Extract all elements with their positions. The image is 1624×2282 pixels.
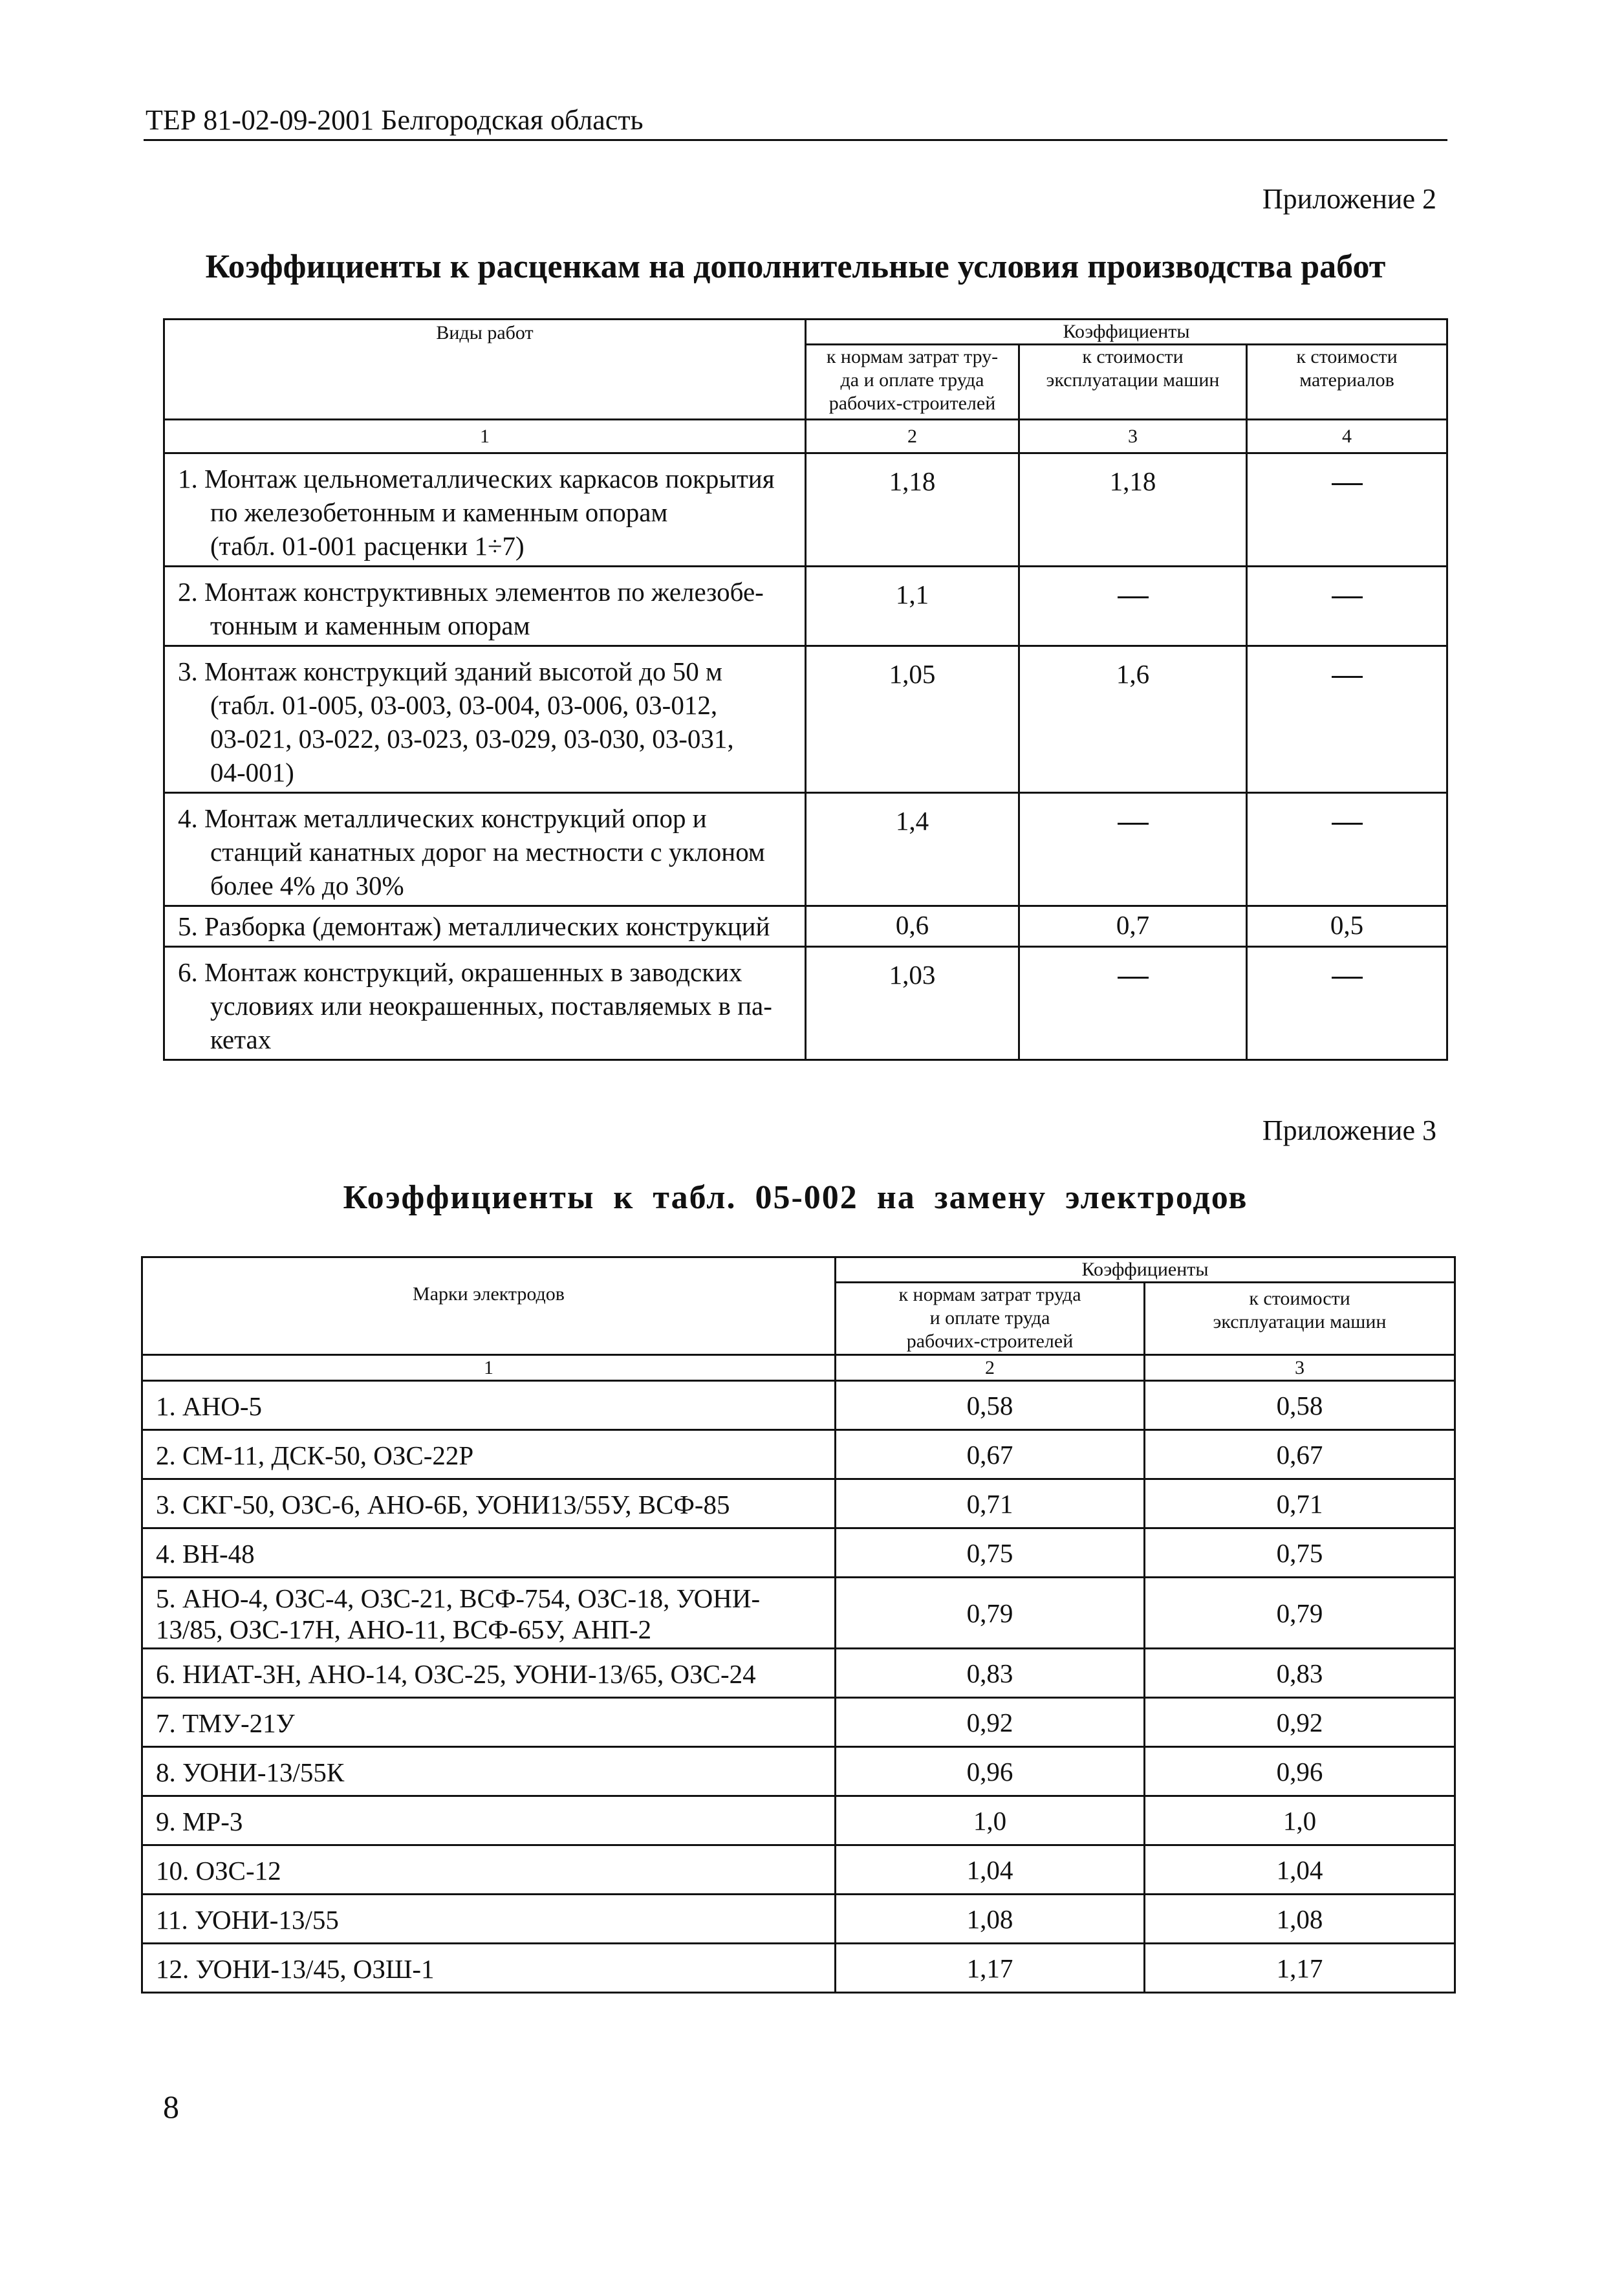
electrode-line: 12. УОНИ-13/45, ОЗШ-1 [156, 1953, 435, 1984]
work-type-cell [164, 906, 806, 947]
labor-coefficient-value: 0,92 [966, 1707, 1013, 1737]
table-row [164, 453, 1447, 567]
labor-coefficient-value: 0,67 [966, 1439, 1013, 1470]
table-row [142, 1747, 1455, 1796]
electrode-line: 1. АНО-5 [156, 1391, 262, 1421]
machines-coefficient [1145, 1430, 1455, 1479]
machines-coefficient-value: 1,08 [1276, 1904, 1323, 1934]
machines-coefficient [1145, 1944, 1455, 1993]
header-electrodes: Марки электродов [142, 1257, 836, 1355]
dash-mark [1118, 823, 1149, 825]
work-type-cell [164, 947, 806, 1060]
header-machines-line: к стоимости [1082, 346, 1184, 367]
labor-coefficient [836, 1895, 1145, 1944]
machines-coefficient-value: 1,0 [1283, 1805, 1317, 1836]
table-row [142, 1479, 1455, 1528]
materials-coefficient [1247, 793, 1447, 906]
electrode-line: 6. НИАТ-3Н, АНО-14, ОЗС-25, УОНИ-13/65, ОЗС-24 [156, 1658, 756, 1689]
column-number: 3 [1019, 420, 1247, 453]
labor-coefficient [806, 453, 1019, 567]
appendix-3-title: Коэффициенты к табл. 05-002 на замену электродов [343, 1179, 1248, 1216]
labor-coefficient-value: 1,4 [895, 806, 929, 836]
electrode-line: 2. СМ-11, ДСК-50, ОЗС-22Р [156, 1440, 474, 1470]
table-row [164, 567, 1447, 646]
table-row [142, 1845, 1455, 1895]
labor-coefficient [806, 646, 1019, 793]
electrode-line: 9. МР-3 [156, 1806, 243, 1836]
header-materials-line: к стоимости [1296, 346, 1398, 367]
header-labor [836, 1283, 1145, 1355]
table-row [164, 646, 1447, 793]
header-labor [806, 345, 1019, 420]
machines-coefficient [1019, 793, 1247, 906]
work-conditions-rows [164, 453, 1447, 1060]
electrode-line: 8. УОНИ-13/55К [156, 1757, 345, 1787]
dash-mark [1118, 977, 1149, 979]
appendix-2-label: Приложение 2 [1262, 183, 1436, 215]
machines-coefficient-value: 0,83 [1276, 1658, 1323, 1688]
labor-coefficient-value: 0,71 [966, 1488, 1013, 1519]
machines-coefficient [1019, 947, 1247, 1060]
work-type-line: (табл. 01-001 расценки 1÷7) [210, 531, 525, 561]
machines-coefficient [1145, 1698, 1455, 1747]
work-type-line: более 4% до 30% [210, 871, 404, 900]
table-row [164, 906, 1447, 947]
labor-coefficient-value: 1,03 [889, 960, 936, 990]
column-number: 2 [836, 1355, 1145, 1381]
machines-coefficient [1145, 1747, 1455, 1796]
header-coefficients: Коэффициенты [806, 320, 1447, 345]
column-number: 4 [1247, 420, 1447, 453]
electrode-line: 10. ОЗС-12 [156, 1855, 281, 1885]
labor-coefficient-value: 0,96 [966, 1756, 1013, 1787]
labor-coefficient [836, 1698, 1145, 1747]
labor-coefficient-value: 0,79 [966, 1598, 1013, 1628]
electrode-line: 11. УОНИ-13/55 [156, 1904, 339, 1935]
labor-coefficient-value: 1,08 [966, 1904, 1013, 1934]
labor-coefficient [836, 1381, 1145, 1430]
machines-coefficient-value: 0,67 [1276, 1439, 1323, 1470]
work-type-line: 2. Монтаж конструктивных элементов по железобе- [178, 577, 764, 607]
labor-coefficient [806, 947, 1019, 1060]
labor-coefficient-value: 1,18 [889, 466, 936, 496]
work-type-line: по железобетонным и каменным опорам [210, 497, 668, 527]
electrode-coefficients-table [141, 1256, 1456, 1994]
machines-coefficient [1145, 1649, 1455, 1698]
machines-coefficient [1019, 646, 1247, 793]
electrode-cell [142, 1430, 836, 1479]
machines-coefficient [1145, 1479, 1455, 1528]
work-type-line: тонным и каменным опорам [210, 611, 530, 640]
work-type-cell [164, 646, 806, 793]
header-materials [1247, 345, 1447, 420]
header-labor-line: да и оплате труда [840, 369, 984, 391]
electrode-line: 3. СКГ-50, ОЗС-6, АНО-6Б, УОНИ13/55У, ВСФ-85 [156, 1489, 730, 1519]
machines-coefficient-value: 0,75 [1276, 1538, 1323, 1568]
electrode-line: 4. ВН-48 [156, 1538, 255, 1569]
machines-coefficient [1145, 1796, 1455, 1845]
header-rule [144, 139, 1447, 141]
header-labor-line: рабочих-строителей [906, 1331, 1074, 1352]
electrode-line: 5. АНО-4, ОЗС-4, ОЗС-21, ВСФ-754, ОЗС-18, УОНИ- [156, 1583, 761, 1613]
labor-coefficient [836, 1845, 1145, 1895]
labor-coefficient-value: 1,17 [966, 1953, 1013, 1983]
electrode-cell [142, 1578, 836, 1649]
header-machines [1145, 1283, 1455, 1355]
materials-coefficient-value: 0,5 [1330, 910, 1364, 940]
work-type-line: 3. Монтаж конструкций зданий высотой до 50 м [178, 657, 722, 686]
work-type-line: кетах [210, 1025, 272, 1054]
materials-coefficient [1247, 906, 1447, 947]
header-machines-line: эксплуатации машин [1046, 369, 1220, 391]
machines-coefficient [1019, 906, 1247, 947]
labor-coefficient [836, 1649, 1145, 1698]
labor-coefficient [836, 1796, 1145, 1845]
labor-coefficient-value: 1,04 [966, 1854, 1013, 1885]
table-row [142, 1796, 1455, 1845]
electrode-cell [142, 1528, 836, 1578]
labor-coefficient [836, 1747, 1145, 1796]
labor-coefficient-value: 0,83 [966, 1658, 1013, 1688]
electrode-cell [142, 1747, 836, 1796]
machines-coefficient [1145, 1381, 1455, 1430]
header-work-types: Виды работ [164, 320, 806, 420]
column-number: 1 [164, 420, 806, 453]
labor-coefficient-value: 1,05 [889, 659, 936, 689]
table-row [142, 1944, 1455, 1993]
appendix-2-title: Коэффициенты к расценкам на дополнительные условия производства работ [205, 248, 1386, 285]
labor-coefficient [806, 567, 1019, 646]
machines-coefficient [1019, 567, 1247, 646]
running-header: ТЕР 81-02-09-2001 Белгородская область [146, 104, 644, 136]
header-machines [1019, 345, 1247, 420]
machines-coefficient-value: 1,04 [1276, 1854, 1323, 1885]
table-row [164, 793, 1447, 906]
machines-coefficient-value: 0,58 [1276, 1390, 1323, 1420]
header-machines-line: к стоимости [1249, 1288, 1350, 1309]
work-type-cell [164, 793, 806, 906]
electrode-cell [142, 1845, 836, 1895]
machines-coefficient [1145, 1845, 1455, 1895]
table-row [142, 1528, 1455, 1578]
machines-coefficient [1019, 453, 1247, 567]
machines-coefficient-value: 0,79 [1276, 1598, 1323, 1628]
table-row [142, 1895, 1455, 1944]
machines-coefficient-value: 1,18 [1109, 466, 1156, 496]
materials-coefficient [1247, 947, 1447, 1060]
work-type-line: 04-001) [210, 757, 294, 787]
header-labor-line: и оплате труда [929, 1307, 1050, 1329]
electrode-cell [142, 1479, 836, 1528]
page-number: 8 [163, 2089, 179, 2125]
work-type-line: 6. Монтаж конструкций, окрашенных в заводских [178, 957, 742, 987]
header-labor-line: к нормам затрат труда [898, 1284, 1081, 1305]
work-type-cell [164, 453, 806, 567]
machines-coefficient-value: 1,17 [1276, 1953, 1323, 1983]
work-type-line: станций канатных дорог на местности с уклоном [210, 837, 765, 867]
work-type-line: 4. Монтаж металлических конструкций опор и [178, 803, 707, 833]
work-type-cell [164, 567, 806, 646]
electrode-cell [142, 1698, 836, 1747]
machines-coefficient [1145, 1578, 1455, 1649]
machines-coefficient-value: 0,7 [1116, 910, 1150, 940]
header-coefficients: Коэффициенты [836, 1257, 1455, 1283]
dash-mark [1332, 596, 1363, 598]
machines-coefficient [1145, 1895, 1455, 1944]
labor-coefficient-value: 1,1 [895, 580, 929, 609]
column-number: 1 [142, 1355, 836, 1381]
table-row [142, 1649, 1455, 1698]
electrode-cell [142, 1895, 836, 1944]
labor-coefficient [806, 906, 1019, 947]
machines-coefficient [1145, 1528, 1455, 1578]
dash-mark [1332, 977, 1363, 979]
labor-coefficient [836, 1944, 1145, 1993]
materials-coefficient [1247, 646, 1447, 793]
dash-mark [1332, 823, 1363, 825]
labor-coefficient [836, 1528, 1145, 1578]
labor-coefficient-value: 0,6 [895, 910, 929, 940]
electrode-line: 7. ТМУ-21У [156, 1708, 295, 1738]
appendix-3-label: Приложение 3 [1262, 1114, 1436, 1146]
electrode-cell [142, 1796, 836, 1845]
labor-coefficient [836, 1479, 1145, 1528]
table-row [142, 1578, 1455, 1649]
work-type-line: условиях или неокрашенных, поставляемых в па- [210, 991, 772, 1021]
labor-coefficient-value: 1,0 [973, 1805, 1007, 1836]
labor-coefficient-value: 0,58 [966, 1390, 1013, 1420]
column-number: 2 [806, 420, 1019, 453]
work-conditions-coefficients-table [163, 318, 1448, 1061]
electrode-cell [142, 1944, 836, 1993]
materials-coefficient [1247, 453, 1447, 567]
dash-mark [1332, 676, 1363, 678]
work-type-line: 5. Разборка (демонтаж) металлических конструкций [178, 911, 770, 941]
machines-coefficient-value: 1,6 [1116, 659, 1150, 689]
labor-coefficient [836, 1430, 1145, 1479]
machines-coefficient-value: 0,71 [1276, 1488, 1323, 1519]
machines-coefficient-value: 0,92 [1276, 1707, 1323, 1737]
dash-mark [1118, 596, 1149, 598]
header-labor-line: к нормам затрат тру- [826, 346, 999, 367]
table-row [142, 1430, 1455, 1479]
work-type-line: (табл. 01-005, 03-003, 03-004, 03-006, 03-012, [210, 690, 718, 720]
header-machines-line: эксплуатации машин [1213, 1311, 1387, 1332]
header-labor-line: рабочих-строителей [828, 393, 996, 414]
electrode-line: 13/85, ОЗС-17Н, АНО-11, ВСФ-65У, АНП-2 [156, 1614, 652, 1644]
labor-coefficient-value: 0,75 [966, 1538, 1013, 1568]
table-row [142, 1381, 1455, 1430]
electrode-cell [142, 1381, 836, 1430]
labor-coefficient [836, 1578, 1145, 1649]
dash-mark [1332, 483, 1363, 485]
electrode-rows [142, 1381, 1455, 1993]
table-row [164, 947, 1447, 1060]
work-type-line: 03-021, 03-022, 03-023, 03-029, 03-030, 03-031, [210, 724, 734, 754]
table-row [142, 1698, 1455, 1747]
header-materials-line: материалов [1299, 369, 1394, 391]
work-type-line: 1. Монтаж цельнометаллических каркасов покрытия [178, 464, 775, 494]
machines-coefficient-value: 0,96 [1276, 1756, 1323, 1787]
materials-coefficient [1247, 567, 1447, 646]
electrode-cell [142, 1649, 836, 1698]
labor-coefficient [806, 793, 1019, 906]
column-number: 3 [1145, 1355, 1455, 1381]
